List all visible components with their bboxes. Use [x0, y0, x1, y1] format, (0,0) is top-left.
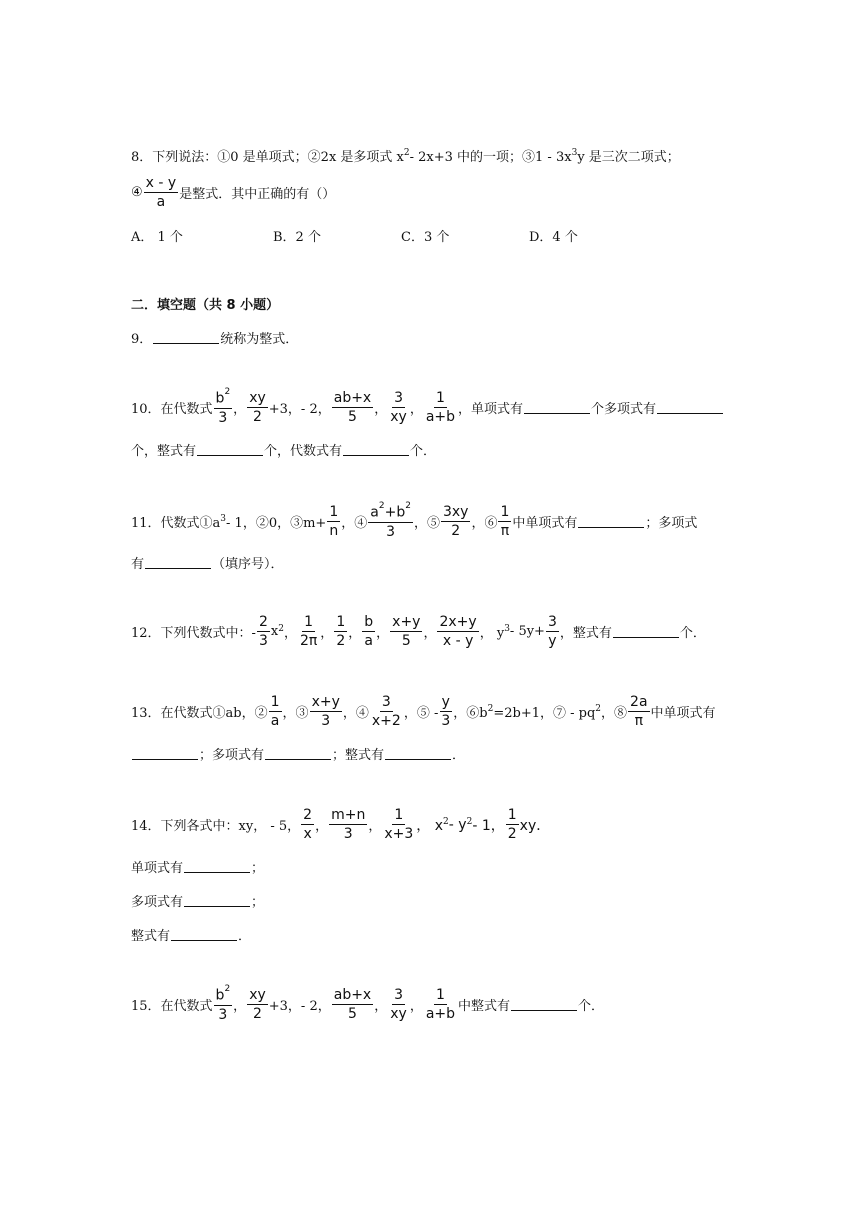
- denominator: a: [270, 713, 280, 730]
- q14-text: ；: [251, 861, 265, 876]
- q15-text: 15．在代数式: [131, 999, 213, 1015]
- fraction: [437, 614, 478, 649]
- answer-blank[interactable]: [613, 625, 679, 638]
- q13-text: 中单项式有: [650, 706, 716, 722]
- denominator: a: [364, 633, 373, 650]
- numerator: 2: [257, 614, 270, 632]
- answer-blank[interactable]: [265, 747, 331, 760]
- q11-text: ，④: [341, 516, 368, 532]
- superscript: 2: [595, 703, 602, 714]
- numerator: 1: [334, 614, 347, 632]
- denominator: a+b: [425, 1006, 456, 1023]
- q13-text: ；多项式有: [199, 748, 265, 763]
- fraction: [247, 987, 268, 1022]
- q10-text: 个多项式有: [591, 402, 657, 418]
- section-title: 二．填空题（共 8 小题）: [131, 298, 280, 313]
- fraction: [301, 807, 314, 842]
- q9-text: 9．: [131, 332, 153, 347]
- denominator: n: [329, 523, 339, 540]
- denominator: 3: [441, 713, 451, 730]
- superscript: 2: [378, 501, 385, 511]
- answer-blank[interactable]: [184, 860, 250, 873]
- numerator-text: b: [215, 987, 225, 1004]
- answer-blank[interactable]: [184, 894, 250, 907]
- denominator: a: [156, 194, 166, 211]
- fraction: [370, 694, 403, 729]
- q10-line1: 10．在代数式 $\frac{b^2}{3}$ ， $\frac{xy}{2}$ +3，- 2， $\frac{ab+x}{5}$ ， $\frac{3}{xy}$ ， $\frac{1}{a+b}$ ，单项式有 个多项式有: [131, 390, 724, 426]
- numerator: 1: [392, 807, 405, 825]
- fraction: [329, 807, 367, 842]
- denominator: y: [548, 633, 557, 650]
- fraction: [144, 175, 179, 210]
- denominator: x - y: [442, 633, 474, 650]
- q11-text: 有: [131, 557, 145, 572]
- q10-text: 10．在代数式: [131, 402, 213, 418]
- fraction: [424, 987, 457, 1022]
- superscript: 2: [466, 816, 473, 827]
- q12-text: ， y: [479, 626, 505, 642]
- fraction: [214, 387, 233, 426]
- q15-text: 中整式有: [458, 999, 511, 1015]
- q14-text: ；: [251, 895, 265, 910]
- q10-text: 个，代数式有: [264, 444, 343, 459]
- q11-line1: [131, 501, 698, 540]
- denominator: 3: [218, 409, 228, 426]
- denominator: 2: [451, 523, 461, 540]
- q13-text: =2b+1，⑦ - pq: [493, 706, 596, 722]
- q12-text: ，: [423, 626, 437, 642]
- q11-text: ，⑤: [413, 516, 440, 532]
- fraction: [388, 390, 409, 425]
- denominator: xy: [390, 409, 407, 426]
- denominator: π: [500, 523, 510, 540]
- numerator: 2: [301, 807, 314, 825]
- answer-blank[interactable]: [385, 747, 451, 760]
- q14-text: ．: [238, 929, 252, 944]
- superscript: 2: [278, 623, 284, 634]
- denominator: 3: [343, 826, 353, 843]
- q14-text: 14．下列各式中：xy， - 5，: [131, 819, 301, 835]
- numerator: 1: [302, 614, 315, 632]
- denominator: 5: [348, 409, 357, 426]
- denominator: a+b: [425, 409, 456, 426]
- denominator: 3: [258, 633, 268, 650]
- denominator: 2: [253, 1006, 262, 1023]
- numerator: xy: [247, 390, 268, 408]
- option-b[interactable]: B．2 个: [273, 230, 321, 245]
- superscript: 2: [403, 147, 410, 158]
- q8-text: ④: [131, 185, 143, 201]
- answer-blank[interactable]: [132, 747, 198, 760]
- option-c[interactable]: C．3 个: [401, 230, 450, 245]
- q12-text: ，: [283, 626, 297, 642]
- q8-text: 8．下列说法：①0 是单项式；②2x 是多项式 x: [131, 150, 404, 165]
- fraction: [498, 504, 511, 539]
- numerator: 3: [392, 987, 405, 1005]
- fraction: [506, 807, 519, 842]
- q13-text: ，④: [342, 706, 369, 722]
- superscript: 3: [220, 513, 227, 524]
- q11-text: - 1，②0，③m+: [226, 516, 327, 532]
- numerator: 3xy: [441, 504, 470, 522]
- numerator: 1: [506, 807, 519, 825]
- q13-text: ，⑥b: [453, 706, 488, 722]
- denominator: 5: [348, 1006, 357, 1023]
- numerator: m+n: [329, 807, 367, 825]
- fraction: [390, 614, 422, 649]
- q14-text: ，: [315, 819, 329, 835]
- q12-text: ，: [348, 626, 362, 642]
- fraction: [424, 390, 457, 425]
- numerator: [214, 984, 233, 1006]
- q13-text: ，⑤ -: [403, 706, 439, 722]
- numerator: xy: [247, 987, 268, 1005]
- superscript: 2: [487, 703, 494, 714]
- q15-text: ，: [374, 999, 388, 1015]
- q12-text: x: [270, 624, 279, 640]
- answer-blank[interactable]: [511, 998, 577, 1011]
- denominator: x+3: [384, 826, 414, 843]
- fraction: [257, 614, 270, 649]
- q9-text: 统称为整式．: [220, 332, 299, 347]
- q11-text: 11．代数式①a: [131, 516, 221, 532]
- denominator: xy: [390, 1006, 407, 1023]
- numerator: ab+x: [332, 987, 373, 1005]
- q12-text: ，整式有: [559, 626, 612, 642]
- q14-text: 整式有: [131, 929, 171, 944]
- numerator: y: [440, 694, 452, 712]
- numerator: 1: [498, 504, 511, 522]
- denominator: x+2: [371, 713, 401, 730]
- denominator: 5: [401, 633, 411, 650]
- q15-text: 个．: [578, 999, 605, 1015]
- denominator: 2: [253, 409, 262, 426]
- superscript: 2: [443, 816, 449, 827]
- q14-text: 单项式有: [131, 861, 184, 876]
- fraction: [368, 501, 413, 540]
- fraction: [332, 390, 373, 425]
- denominator: 2: [336, 633, 346, 650]
- q15-text: ，: [233, 999, 247, 1015]
- answer-blank[interactable]: [524, 401, 590, 414]
- q11-text: （填序号）．: [212, 557, 284, 572]
- fraction: [214, 984, 233, 1023]
- answer-blank[interactable]: [197, 443, 263, 456]
- fraction: [441, 504, 470, 539]
- q12-text: 12．下列代数式中：-: [131, 626, 256, 642]
- q13-line1: [131, 694, 716, 729]
- numerator: [214, 387, 233, 409]
- q8-text: - 2x+3 中的一项；③1 - 3x: [409, 150, 572, 165]
- fraction: [334, 614, 347, 649]
- numerator: x - y: [144, 175, 179, 193]
- fraction: [269, 694, 282, 729]
- numerator: b: [362, 614, 375, 632]
- numerator: x+y: [310, 694, 342, 712]
- numerator: ab+x: [332, 390, 373, 408]
- q11-line2: [131, 553, 284, 572]
- q11-text: ，⑥: [471, 516, 498, 532]
- superscript: 2: [224, 984, 231, 994]
- denominator: 3: [321, 713, 331, 730]
- q14-text: xy．: [519, 817, 551, 834]
- fraction: [327, 504, 340, 539]
- fraction: [439, 694, 452, 729]
- numerator: 3: [392, 390, 405, 408]
- q8-options: [131, 226, 578, 245]
- denominator: 2: [507, 826, 517, 843]
- fraction: [298, 614, 319, 649]
- option-a[interactable]: A． 1 个: [131, 230, 183, 245]
- numerator: 2a: [628, 694, 650, 712]
- option-d[interactable]: D．4 个: [529, 230, 578, 245]
- q12-text: - 5y+: [509, 624, 545, 640]
- q14-text: - 1，: [472, 817, 505, 834]
- numerator-text: a: [370, 504, 379, 521]
- denominator: 2π: [299, 633, 318, 650]
- numerator: 1: [434, 987, 447, 1005]
- numerator: 1: [269, 694, 282, 712]
- q13-text: 13．在代数式①ab，②: [131, 706, 268, 722]
- q11-text: ；多项式: [645, 516, 698, 532]
- q9-line: [131, 328, 298, 347]
- answer-blank[interactable]: [145, 556, 211, 569]
- fraction: [382, 807, 415, 842]
- q8-line1: [131, 146, 680, 165]
- q12-text: ，: [376, 626, 390, 642]
- q14-line1: [131, 807, 550, 842]
- q10-text: +3，- 2，: [268, 402, 331, 418]
- superscript: 3: [571, 147, 578, 158]
- q8-line2: [131, 175, 335, 210]
- q13-text: ．: [452, 748, 466, 763]
- fraction: [247, 390, 268, 425]
- q12-text: ，: [320, 626, 334, 642]
- fraction: [362, 614, 375, 649]
- q15-text: ，: [409, 999, 423, 1015]
- q8-text: y 是三次二项式；: [577, 150, 680, 165]
- fraction: [332, 987, 373, 1022]
- denominator: 3: [218, 1006, 228, 1023]
- superscript: 2: [405, 501, 411, 511]
- q12-text: 个．: [679, 626, 706, 642]
- numerator-text: b: [215, 390, 225, 407]
- fraction: [388, 987, 409, 1022]
- q10-text: 个．: [410, 444, 437, 459]
- answer-blank[interactable]: [578, 515, 644, 528]
- q14-row-polynomial: [131, 891, 264, 910]
- q13-text: ，⑧: [601, 706, 628, 722]
- numerator-text: +b: [384, 504, 406, 521]
- q15-text: +3，- 2，: [268, 999, 331, 1015]
- numerator: 3: [380, 694, 393, 712]
- q14-row-monomial: [131, 857, 264, 876]
- q13-text: ，③: [282, 706, 309, 722]
- q14-text: ，: [368, 819, 382, 835]
- numerator: x+y: [390, 614, 422, 632]
- fraction: [628, 694, 650, 729]
- q14-text: ， x: [416, 817, 444, 834]
- numerator: [368, 501, 413, 523]
- superscript: 2: [224, 387, 231, 397]
- answer-blank[interactable]: [153, 331, 219, 344]
- denominator: 3: [386, 523, 396, 540]
- q10-line2: [131, 440, 436, 459]
- q10-text: 个，整式有: [131, 444, 197, 459]
- q13-text: ；整式有: [332, 748, 385, 763]
- numerator: 3: [546, 614, 559, 632]
- answer-blank[interactable]: [343, 443, 409, 456]
- q14-text: 多项式有: [131, 895, 184, 910]
- numerator: 1: [434, 390, 447, 408]
- q11-text: 中单项式有: [512, 516, 578, 532]
- fraction: [310, 694, 342, 729]
- denominator: π: [634, 713, 644, 730]
- answer-blank[interactable]: [171, 928, 237, 941]
- answer-blank[interactable]: [657, 401, 723, 414]
- q10-text: ，单项式有: [458, 402, 524, 418]
- q14-row-integral: [131, 925, 251, 944]
- denominator: x: [303, 826, 312, 843]
- numerator: 1: [327, 504, 340, 522]
- q12-line: [131, 614, 706, 649]
- q8-text: 是整式．其中正确的有（）: [179, 187, 336, 203]
- q14-text: - y: [448, 816, 467, 833]
- superscript: 3: [504, 623, 510, 634]
- fraction: [546, 614, 559, 649]
- q15-line: [131, 984, 605, 1023]
- numerator: 2x+y: [437, 614, 478, 632]
- q13-line2: [131, 744, 465, 763]
